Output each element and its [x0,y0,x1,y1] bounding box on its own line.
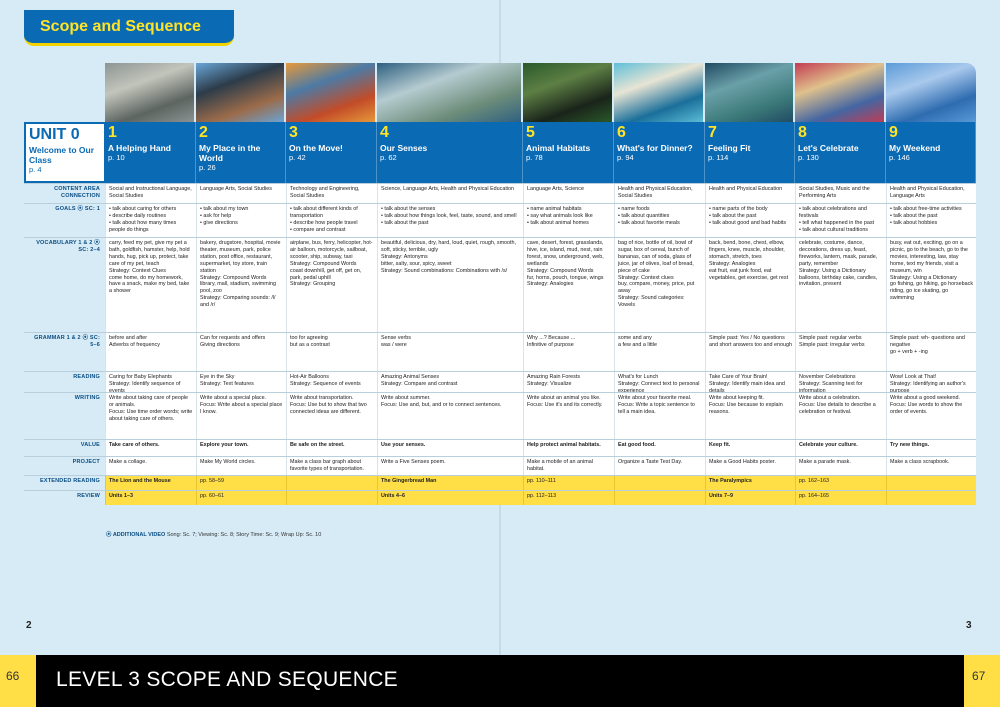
table-cell: before and after Adverbs of frequency [105,333,196,371]
table-cell: pp. 60–61 [196,491,286,505]
unit-page: p. 114 [708,153,729,162]
table-cell [886,491,976,505]
table-cell: Write about your favorite meal. Focus: Write a topic sentence to tell a main idea. [614,393,705,439]
table-cell: Write about summer. Focus: Use and, but, and or to connect sentences. [377,393,523,439]
unit-header-row [24,122,976,183]
row-label: PROJECT [24,457,105,475]
unit-header-7 [705,122,795,183]
table-cell: Social Studies, Music and the Performing Arts [795,184,886,203]
title-tab [24,10,234,46]
table-cell: Science, Language Arts, Health and Physical Education [377,184,523,203]
table-cell: The Lion and the Mouse [105,476,196,490]
table-cell: Language Arts, Social Studies [196,184,286,203]
parade-photo [795,63,884,123]
island-photo [614,63,703,123]
unit-page: p. 10 [108,153,125,162]
table-cell: Units 4–6 [377,491,523,505]
unit-num: UNIT 0 [29,126,80,143]
row-label: REVIEW [24,491,105,505]
unit-name: A Helping Hand [108,143,171,153]
table-cell: Sense verbs was / were [377,333,523,371]
page-number-right: 3 [966,620,972,631]
unit-num: 3 [289,124,298,141]
table-cell: Amazing Rain Forests Strategy: Visualize [523,372,614,392]
unit-name: Animal Habitats [526,143,591,153]
table-cell: Simple past: wh- questions and negative go + verb + -ing [886,333,976,371]
table-cell: back, bend, bone, chest, elbow, fingers, knee, muscle, shoulder, stomach, stretch, toes Strategy: Analogies eat fruit, eat junk food, eat vegetables, get exercise, get rest [705,238,795,332]
table-cell [286,476,377,490]
table-cell: Celebrate your culture. [795,440,886,456]
video-label: ⦿ ADDITIONAL VIDEO [106,532,166,538]
photo-strip [105,63,976,123]
table-cell: • talk about celebrations and festivals • tell what happened in the past • talk about cultural traditions [795,204,886,237]
table-row-grammar [24,332,976,371]
unit-header-1 [105,122,196,183]
unit-num: 2 [199,124,208,141]
table-cell: Health and Physical Education [705,184,795,203]
unit-header-3 [286,122,377,183]
table-cell: Organize a Taste Test Day. [614,457,705,475]
table-cell: Wow! Look at That! Strategy: Identifying an author's purpose [886,372,976,392]
unit-page: p. 78 [526,153,543,162]
table-cell: Why ...? Because ... Infinitive of purpose [523,333,614,371]
table-cell: Make a Good Habits poster. [705,457,795,475]
unit-header-6 [614,122,705,183]
unit-name: Our Senses [380,143,428,153]
table-cell: Can for requests and offers Giving directions [196,333,286,371]
unit-name: My Weekend [889,143,941,153]
table-cell: • name animal habitats • say what animals look like • talk about animal homes [523,204,614,237]
unit-header-5 [523,122,614,183]
table-row-reading [24,371,976,392]
unit-page: p. 42 [289,153,306,162]
unit-name: Welcome to Our Class [29,145,95,165]
row-label: GOALS ⦿ SC: 1 [24,204,105,237]
table-cell: Social and Instructional Language, Social Studies [105,184,196,203]
table-row-writing [24,392,976,439]
table-cell: celebrate, costume, dance, decorations, dress up, feast, fireworks, lantern, mask, parade, party, remember Strategy: Using a Dictionary balloons, birthday cake, candles, invitation, present [795,238,886,332]
table-cell: Amazing Animal Senses Strategy: Compare and contrast [377,372,523,392]
row-label: READING [24,372,105,392]
table-cell [886,476,976,490]
table-cell: Make a class scrapbook. [886,457,976,475]
table-cell: The Paralympics [705,476,795,490]
table-row-vocabulary [24,237,976,332]
table-cell: pp. 112–113 [523,491,614,505]
table-cell: Write about taking care of people or animals. Focus: Use time order words; write about taking care of others. [105,393,196,439]
table-cell: bakery, drugstore, hospital, movie theater, museum, park, police station, post office, restaurant, supermarket, toy store, train station Strategy: Compound Words library, mall, stadium, swimming pool, zoo Strategy: Comparing sounds: /l/ and /r/ [196,238,286,332]
unit-num: 5 [526,124,535,141]
table-cell: Hot-Air Balloons Strategy: Sequence of events [286,372,377,392]
table-cell: Keep fit. [705,440,795,456]
table-cell: Units 1–3 [105,491,196,505]
table-cell: • talk about caring for others • describe daily routines • talk about how many times people do things [105,204,196,237]
row-label: EXTENDED READING [24,476,105,490]
unit-page: p. 26 [199,163,216,172]
page-title: Scope and Sequence [40,18,201,35]
unit-page: p. 4 [29,165,42,174]
row-label: GRAMMAR 1 & 2 ⦿ SC: 5–6 [24,333,105,371]
table-cell: some and any a few and a little [614,333,705,371]
unit-num: 7 [708,124,717,141]
table-cell: • talk about free-time activities • talk about the past • talk about hobbies [886,204,976,237]
unit-header-8 [795,122,886,183]
table-cell: Help protect animal habitats. [523,440,614,456]
table-cell: airplane, bus, ferry, helicopter, hot-air balloon, motorcycle, sailboat, scooter, ship, subway, taxi Strategy: Compound Words coast downhill, get off, get on, park, pedal uphill Strategy: Grouping [286,238,377,332]
table-cell: Health and Physical Education, Social Studies [614,184,705,203]
table-cell: cave, desert, forest, grasslands, hive, ice, island, mud, nest, rain forest, snow, underground, web, wetlands Strategy: Compound Words fur, horns, pouch, tongue, wings Strategy: Analogies [523,238,614,332]
table-cell: Write about a celebration. Focus: Use details to describe a celebration or festival. [795,393,886,439]
table-cell: • talk about the senses • talk about how things look, feel, taste, sound, and smell • talk about the past [377,204,523,237]
table-cell: Write a Five Senses poem. [377,457,523,475]
table-cell: • name foods • talk about quantities • talk about favorite meals [614,204,705,237]
table-cell: Write about keeping fit. Focus: Use because to explain reasons. [705,393,795,439]
additional-video-note [106,530,321,538]
table-cell: pp. 162–163 [795,476,886,490]
table-cell: Make a collage. [105,457,196,475]
table-cell: pp. 110–111 [523,476,614,490]
page-number-left: 2 [26,620,32,631]
table-cell [286,491,377,505]
table-cell: Write about a good weekend. Focus: Use words to show the order of events. [886,393,976,439]
table-cell: pp. 164–165 [795,491,886,505]
table-cell: Simple past: regular verbs Simple past: irregular verbs [795,333,886,371]
table-row-content [24,183,976,203]
table-cell: Use your senses. [377,440,523,456]
table-cell: What's for Lunch Strategy: Connect text to personal experience [614,372,705,392]
table-row-value [24,439,976,456]
table-cell: The Gingerbread Man [377,476,523,490]
table-cell: Language Arts, Science [523,184,614,203]
unit-name: Feeling Fit [708,143,751,153]
table-row-goals [24,203,976,237]
unit-num: 4 [380,124,389,141]
table-cell: Eat good food. [614,440,705,456]
table-cell: bag of rice, bottle of oil, bowl of sugar, box of cereal, bunch of bananas, can of soda, glass of juice, jar of olives, loaf of bread, piece of cake Strategy: Context clues buy, compare, money, price, put away Strategy: Sound categories: Vowels [614,238,705,332]
unit-num: 1 [108,124,117,141]
table-cell: Take Care of Your Brain! Strategy: Identify main idea and details [705,372,795,392]
unit-num: 8 [798,124,807,141]
unit-page: p. 94 [617,153,634,162]
unit-name: What's for Dinner? [617,143,693,153]
table-cell: Try new things. [886,440,976,456]
table-row-extended [24,475,976,490]
table-cell: Eye in the Sky Strategy: Text features [196,372,286,392]
row-label: WRITING [24,393,105,439]
book-page-right: 67 [964,655,1000,707]
unit-header-9 [886,122,976,183]
table-cell: Be safe on the street. [286,440,377,456]
table-cell: Simple past: Yes / No questions and short answers too and enough [705,333,795,371]
street-photo [886,63,976,123]
row-label: CONTENT AREA CONNECTION [24,184,105,203]
table-cell: Make My World circles. [196,457,286,475]
gorilla-photo [523,63,612,123]
unit-header-2 [196,122,286,183]
unit-page: p. 146 [889,153,910,162]
table-cell [614,491,705,505]
table-cell: pp. 58–59 [196,476,286,490]
unit-page: p. 130 [798,153,819,162]
table-cell: Health and Physical Education, Language Arts [886,184,976,203]
scope-table [24,183,976,505]
unit-num: 9 [889,124,898,141]
unit-num: 6 [617,124,626,141]
footer-bar [0,655,1000,707]
table-cell: carry, feed my pet, give my pet a bath, goldfish, hamster, help, hold hands, hug, pick up, protect, take care of my pet, teach Strategy: Context Clues come home, do my homework, have a snack, make my bed, take a shower [105,238,196,332]
row-label: VALUE [24,440,105,456]
girl-town-photo [196,63,284,123]
table-cell: Take care of others. [105,440,196,456]
table-cell: beautiful, delicious, dry, hard, loud, quiet, rough, smooth, soft, sticky, terrible, ugly Strategy: Antonyms bitter, salty, sour, spicy, sweet Strategy: Sound combinations: Combinations with /s/ [377,238,523,332]
table-cell: Technology and Engineering, Social Studies [286,184,377,203]
unit-header-0 [24,122,105,183]
unit-name: My Place in the World [199,143,261,163]
table-cell: Write about transportation. Focus: Use but to show that two connected ideas are different. [286,393,377,439]
table-cell: Write about a special place. Focus: Write about a special place I know. [196,393,286,439]
table-cell [614,476,705,490]
footer-title: LEVEL 3 SCOPE AND SEQUENCE [56,668,398,691]
balloons-photo [286,63,375,123]
unit-page: p. 62 [380,153,397,162]
table-cell: • talk about my town • ask for help • give directions [196,204,286,237]
table-cell: Caring for Baby Elephants Strategy: Identify sequence of events [105,372,196,392]
unit-name: Let's Celebrate [798,143,859,153]
row-label: VOCABULARY 1 & 2 ⦿ SC: 2–4 [24,238,105,332]
table-cell: Write about an animal you like. Focus: Use it's and its correctly. [523,393,614,439]
table-cell: busy, eat out, exciting, go on a picnic, go to the beach, go to the movies, interesting, law, stay home, text my friends, visit a museum, win Strategy: Using a Dictionary go fishing, go hiking, go horseback riding, go ice skating, go swimming [886,238,976,332]
table-cell: • talk about different kinds of transportation • describe how people travel • compare and contrast [286,204,377,237]
table-cell: November Celebrations Strategy: Scanning text for information [795,372,886,392]
table-row-review [24,490,976,505]
table-cell: Make a parade mask. [795,457,886,475]
table-cell: • name parts of the body • talk about the past • talk about good and bad habits [705,204,795,237]
video-text: Song: Sc. 7; Viewing: Sc. 8; Story Time: Sc. 9; Wrap Up: Sc. 10 [166,532,322,538]
table-row-project [24,456,976,475]
table-cell: Units 7–9 [705,491,795,505]
unit-name: On the Move! [289,143,343,153]
agave-photo [705,63,793,123]
unit-header-4 [377,122,523,183]
table-cell: Make a class bar graph about favorite types of transportation. [286,457,377,475]
table-cell: Explore your town. [196,440,286,456]
book-page-left: 66 [0,655,36,707]
table-cell: too for agreeing but as a contrast [286,333,377,371]
rhinos-photo [105,63,194,123]
underwater-photo [377,63,521,123]
table-cell: Make a mobile of an animal habitat. [523,457,614,475]
